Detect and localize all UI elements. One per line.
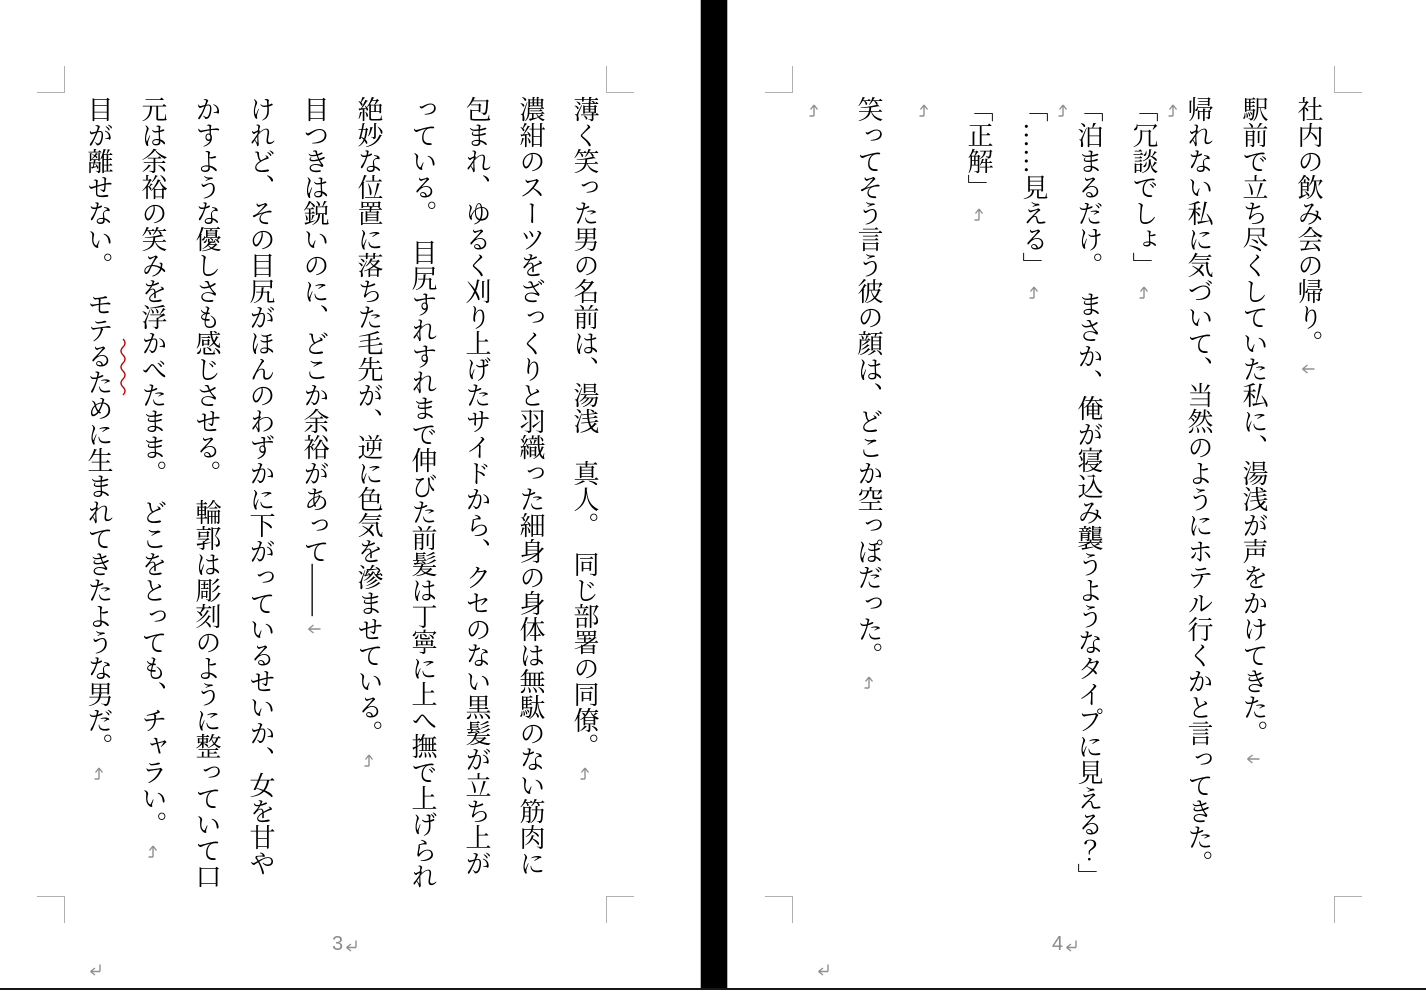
line-break-mark-icon xyxy=(307,623,322,635)
text-column xyxy=(571,96,597,896)
column-text: 「泊まるだけ。 まさか、俺が寝込み襲うようなタイプに見える？」 xyxy=(1074,96,1103,889)
text-boundary-corner-mark xyxy=(765,66,793,93)
column-text: 絶妙な位置に落ちた毛先が、逆に色気を滲ませている。 xyxy=(354,96,383,746)
column-text: 元は余裕の笑みを浮かべたまま。 どこをとっても、チャラい。 xyxy=(138,96,167,837)
paragraph-mark-icon xyxy=(1137,285,1150,300)
page-number: 3 xyxy=(332,933,344,955)
text-column xyxy=(1240,96,1266,896)
spellcheck-underline xyxy=(119,338,127,400)
text-column xyxy=(965,96,991,896)
line-break-mark-icon xyxy=(1246,753,1261,765)
text-column xyxy=(355,96,381,896)
document-page-right xyxy=(727,0,1426,989)
paragraph-mark-icon xyxy=(578,766,591,781)
paragraph-mark-icon xyxy=(1056,103,1069,118)
column-text: 濃紺のスーツをざっくりと羽織った細身の身体は無駄のない筋肉に xyxy=(516,96,545,876)
column-text: 「冗談でしょ」 xyxy=(1129,96,1158,278)
column-text: 目つきは鋭いのに、どこか余裕があって―― xyxy=(300,96,329,616)
paragraph-mark-icon xyxy=(862,675,875,690)
return-mark-icon xyxy=(816,962,830,976)
text-column xyxy=(1020,96,1046,896)
column-text: 包まれ、ゆるく刈り上げたサイドから、クセのない黒髪が立ち上が xyxy=(462,96,491,876)
column-text: 駅前で立ち尽くしていた私に、湯浅が声をかけてきた。 xyxy=(1239,96,1268,746)
paragraph-mark-icon xyxy=(972,207,985,222)
column-text: 「正解」 xyxy=(964,96,993,200)
paragraph-mark-icon xyxy=(146,844,159,859)
text-column xyxy=(247,96,273,896)
page-number: 4 xyxy=(1052,933,1064,955)
paragraph-mark-icon xyxy=(362,753,375,768)
text-boundary-corner-mark xyxy=(37,66,65,93)
column-text: 目が離せない。 モテるために生まれてきたような男だ。 xyxy=(84,96,113,759)
page-bottom-edge xyxy=(0,988,1426,990)
return-mark-icon xyxy=(1064,938,1078,952)
page-gap xyxy=(701,0,727,989)
text-boundary-corner-mark xyxy=(606,66,634,93)
paragraph-mark-icon xyxy=(807,103,820,118)
paragraph-mark-icon xyxy=(1166,103,1179,118)
paragraph-mark-icon xyxy=(917,103,930,118)
column-text: 社内の飲み会の帰り。 xyxy=(1294,96,1323,356)
text-column xyxy=(1185,96,1211,896)
page-text-area[interactable] xyxy=(771,96,1321,896)
column-text: 薄く笑った男の名前は、湯浅 真人。 同じ部署の同僚。 xyxy=(570,96,599,759)
text-boundary-corner-mark xyxy=(1334,66,1362,93)
return-mark-icon xyxy=(344,938,358,952)
text-boundary-corner-mark xyxy=(765,896,793,923)
text-column xyxy=(517,96,543,896)
text-column xyxy=(1130,96,1156,896)
document-page-left xyxy=(0,0,701,989)
text-column xyxy=(463,96,489,896)
return-mark-icon xyxy=(88,962,102,976)
text-column xyxy=(800,96,826,896)
column-text: けれど、その目尻がほんのわずかに下がっているせいか、女を甘や xyxy=(246,96,275,876)
paragraph-mark-icon xyxy=(1027,285,1040,300)
page-footer xyxy=(1052,933,1078,956)
column-text: 帰れない私に気づいて、当然のようにホテル行くかと言ってきた。 xyxy=(1184,96,1213,876)
column-text: 「……見える」 xyxy=(1019,96,1048,278)
column-text: っている。 目尻すれすれまで伸びた前髪は丁寧に上へ撫で上げられ xyxy=(408,96,437,889)
text-column xyxy=(1075,96,1101,896)
text-boundary-corner-mark xyxy=(606,896,634,923)
column-text: かすような優しさも感じさせる。 輪郭は彫刻のように整っていて口 xyxy=(192,96,221,889)
text-column xyxy=(301,96,327,896)
line-break-mark-icon xyxy=(1301,363,1316,375)
text-column xyxy=(855,96,881,896)
text-column xyxy=(193,96,219,896)
text-column xyxy=(139,96,165,896)
text-column xyxy=(409,96,435,896)
text-column xyxy=(85,96,111,896)
text-column xyxy=(1295,96,1321,896)
text-column xyxy=(910,96,936,896)
text-boundary-corner-mark xyxy=(37,896,65,923)
column-text: 笑ってそう言う彼の顔は、どこか空っぽだった。 xyxy=(854,96,883,668)
paragraph-mark-icon xyxy=(92,766,105,781)
page-text-area[interactable] xyxy=(57,96,597,896)
text-boundary-corner-mark xyxy=(1334,896,1362,923)
page-footer xyxy=(332,933,358,956)
